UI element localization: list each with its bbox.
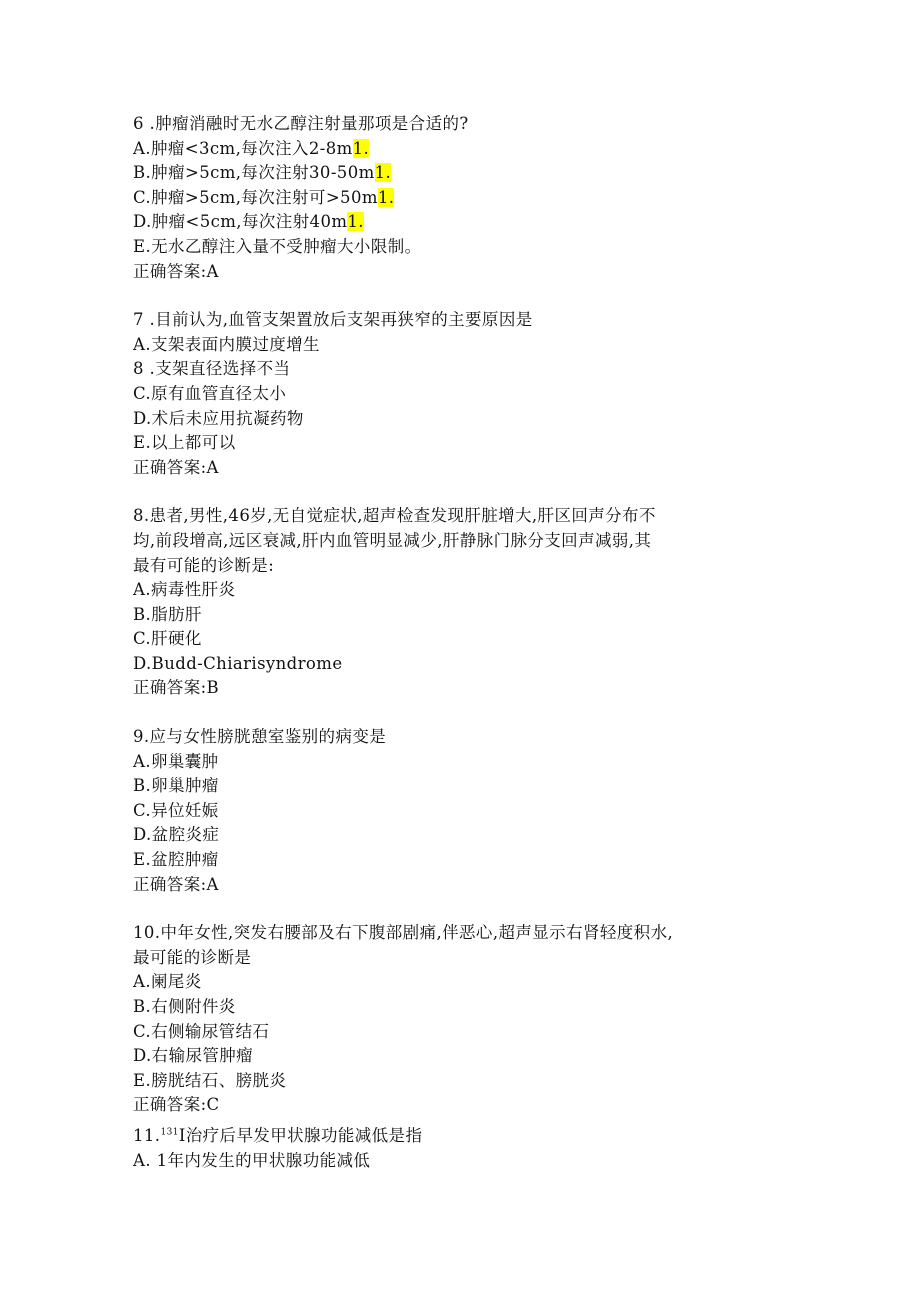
question-7-option-b: 8 .支架直径选择不当 <box>133 359 291 379</box>
question-8-stem-line-3: 最有可能的诊断是: <box>133 555 275 575</box>
question-6-option-e: E.无水乙醇注入量不受肿瘤大小限制。 <box>133 236 422 256</box>
spacer <box>133 897 793 921</box>
highlighted-text: 1. <box>374 163 392 183</box>
question-9-option-a: A.卵巢囊肿 <box>133 751 219 771</box>
question-11-option-a: A. 1年内发生的甲状腺功能减低 <box>133 1150 371 1170</box>
question-6-option-d <box>133 210 793 235</box>
question-8-stem-line-1: 8.患者,男性,46岁,无自觉症状,超声检查发现肝脏增大,肝区回声分布不 <box>133 506 656 526</box>
question-9-option-d: D.盆腔炎症 <box>133 825 220 845</box>
question-7-option-e: E.以上都可以 <box>133 433 236 453</box>
question-8-option-c: C.肝硬化 <box>133 629 202 649</box>
question-7 <box>133 308 793 480</box>
question-10-option-a: A.阑尾炎 <box>133 972 202 992</box>
question-7-option-c: C.原有血管直径太小 <box>133 383 287 403</box>
question-10-option-e: E.膀胱结石、膀胱炎 <box>133 1070 287 1090</box>
question-9-answer: 正确答案:A <box>133 874 219 894</box>
question-9-option-c: C.异位妊娠 <box>133 800 219 820</box>
option-d-text: D.肿瘤<5cm,每次注射40m <box>133 212 348 232</box>
question-11-stem <box>133 1124 793 1149</box>
option-c-text: C.肿瘤>5cm,每次注射可>50m <box>133 187 378 207</box>
question-8-answer: 正确答案:B <box>133 678 220 698</box>
question-10-option-b: B.右侧附件炎 <box>133 997 236 1016</box>
question-8-option-d: D.Budd-Chiarisyndrome <box>133 653 343 673</box>
question-6-option-a <box>133 137 793 162</box>
question-7-option-d: D.术后未应用抗凝药物 <box>133 408 304 428</box>
spacer <box>133 284 793 308</box>
highlighted-text: 1. <box>347 212 364 232</box>
question-9-stem: 9.应与女性膀胱憩室鉴别的病变是 <box>133 727 387 747</box>
question-6-stem: 6 .肿瘤消融时无水乙醇注射量那项是合适的? <box>133 114 469 133</box>
question-7-answer: 正确答案:A <box>133 457 219 477</box>
question-9-option-e: E.盆腔肿瘤 <box>133 850 219 870</box>
question-9 <box>133 725 793 897</box>
option-a-text: A.肿瘤<3cm,每次注入2-8m <box>133 138 353 158</box>
question-10-stem-line-2: 最可能的诊断是 <box>133 947 252 967</box>
question-6-option-c <box>133 186 793 211</box>
question-6-answer: 正确答案:A <box>133 261 219 281</box>
question-8-option-b: B.脂肪肝 <box>133 604 202 624</box>
question-8-option-a: A.病毒性肝炎 <box>133 580 236 600</box>
question-10 <box>133 921 793 1118</box>
spacer <box>133 480 793 504</box>
question-11 <box>133 1124 793 1173</box>
question-6 <box>133 112 793 284</box>
spacer <box>133 701 793 725</box>
question-9-option-b: B.卵巢肿瘤 <box>133 776 219 796</box>
question-11-stem-text: I治疗后早发甲状腺功能减低是指 <box>178 1125 423 1145</box>
isotope-superscript: 131 <box>160 1127 179 1138</box>
question-7-stem: 7 .目前认为,血管支架置放后支架再狭窄的主要原因是 <box>133 310 533 330</box>
highlighted-text: 1. <box>352 138 370 158</box>
document-page <box>133 112 793 1173</box>
question-7-option-a: A.支架表面内膜过度增生 <box>133 334 320 354</box>
highlighted-text: 1. <box>377 187 395 207</box>
question-8-stem-line-2: 均,前段增高,远区衰减,肝内血管明显减少,肝静脉门脉分支回声减弱,其 <box>133 530 652 550</box>
question-10-option-d: D.右输尿管肿瘤 <box>133 1046 254 1066</box>
question-10-answer: 正确答案:C <box>133 1095 220 1115</box>
question-6-option-b <box>133 161 793 186</box>
question-11-number: 11. <box>133 1125 161 1145</box>
question-10-stem-line-1: 10.中年女性,突发右腰部及右下腹部剧痛,伴恶心,超声显示右肾轻度积水, <box>133 923 674 943</box>
question-10-option-c: C.右侧输尿管结石 <box>133 1021 270 1041</box>
question-8 <box>133 504 793 701</box>
option-b-text: B.肿瘤>5cm,每次注射30-50m <box>133 163 375 183</box>
